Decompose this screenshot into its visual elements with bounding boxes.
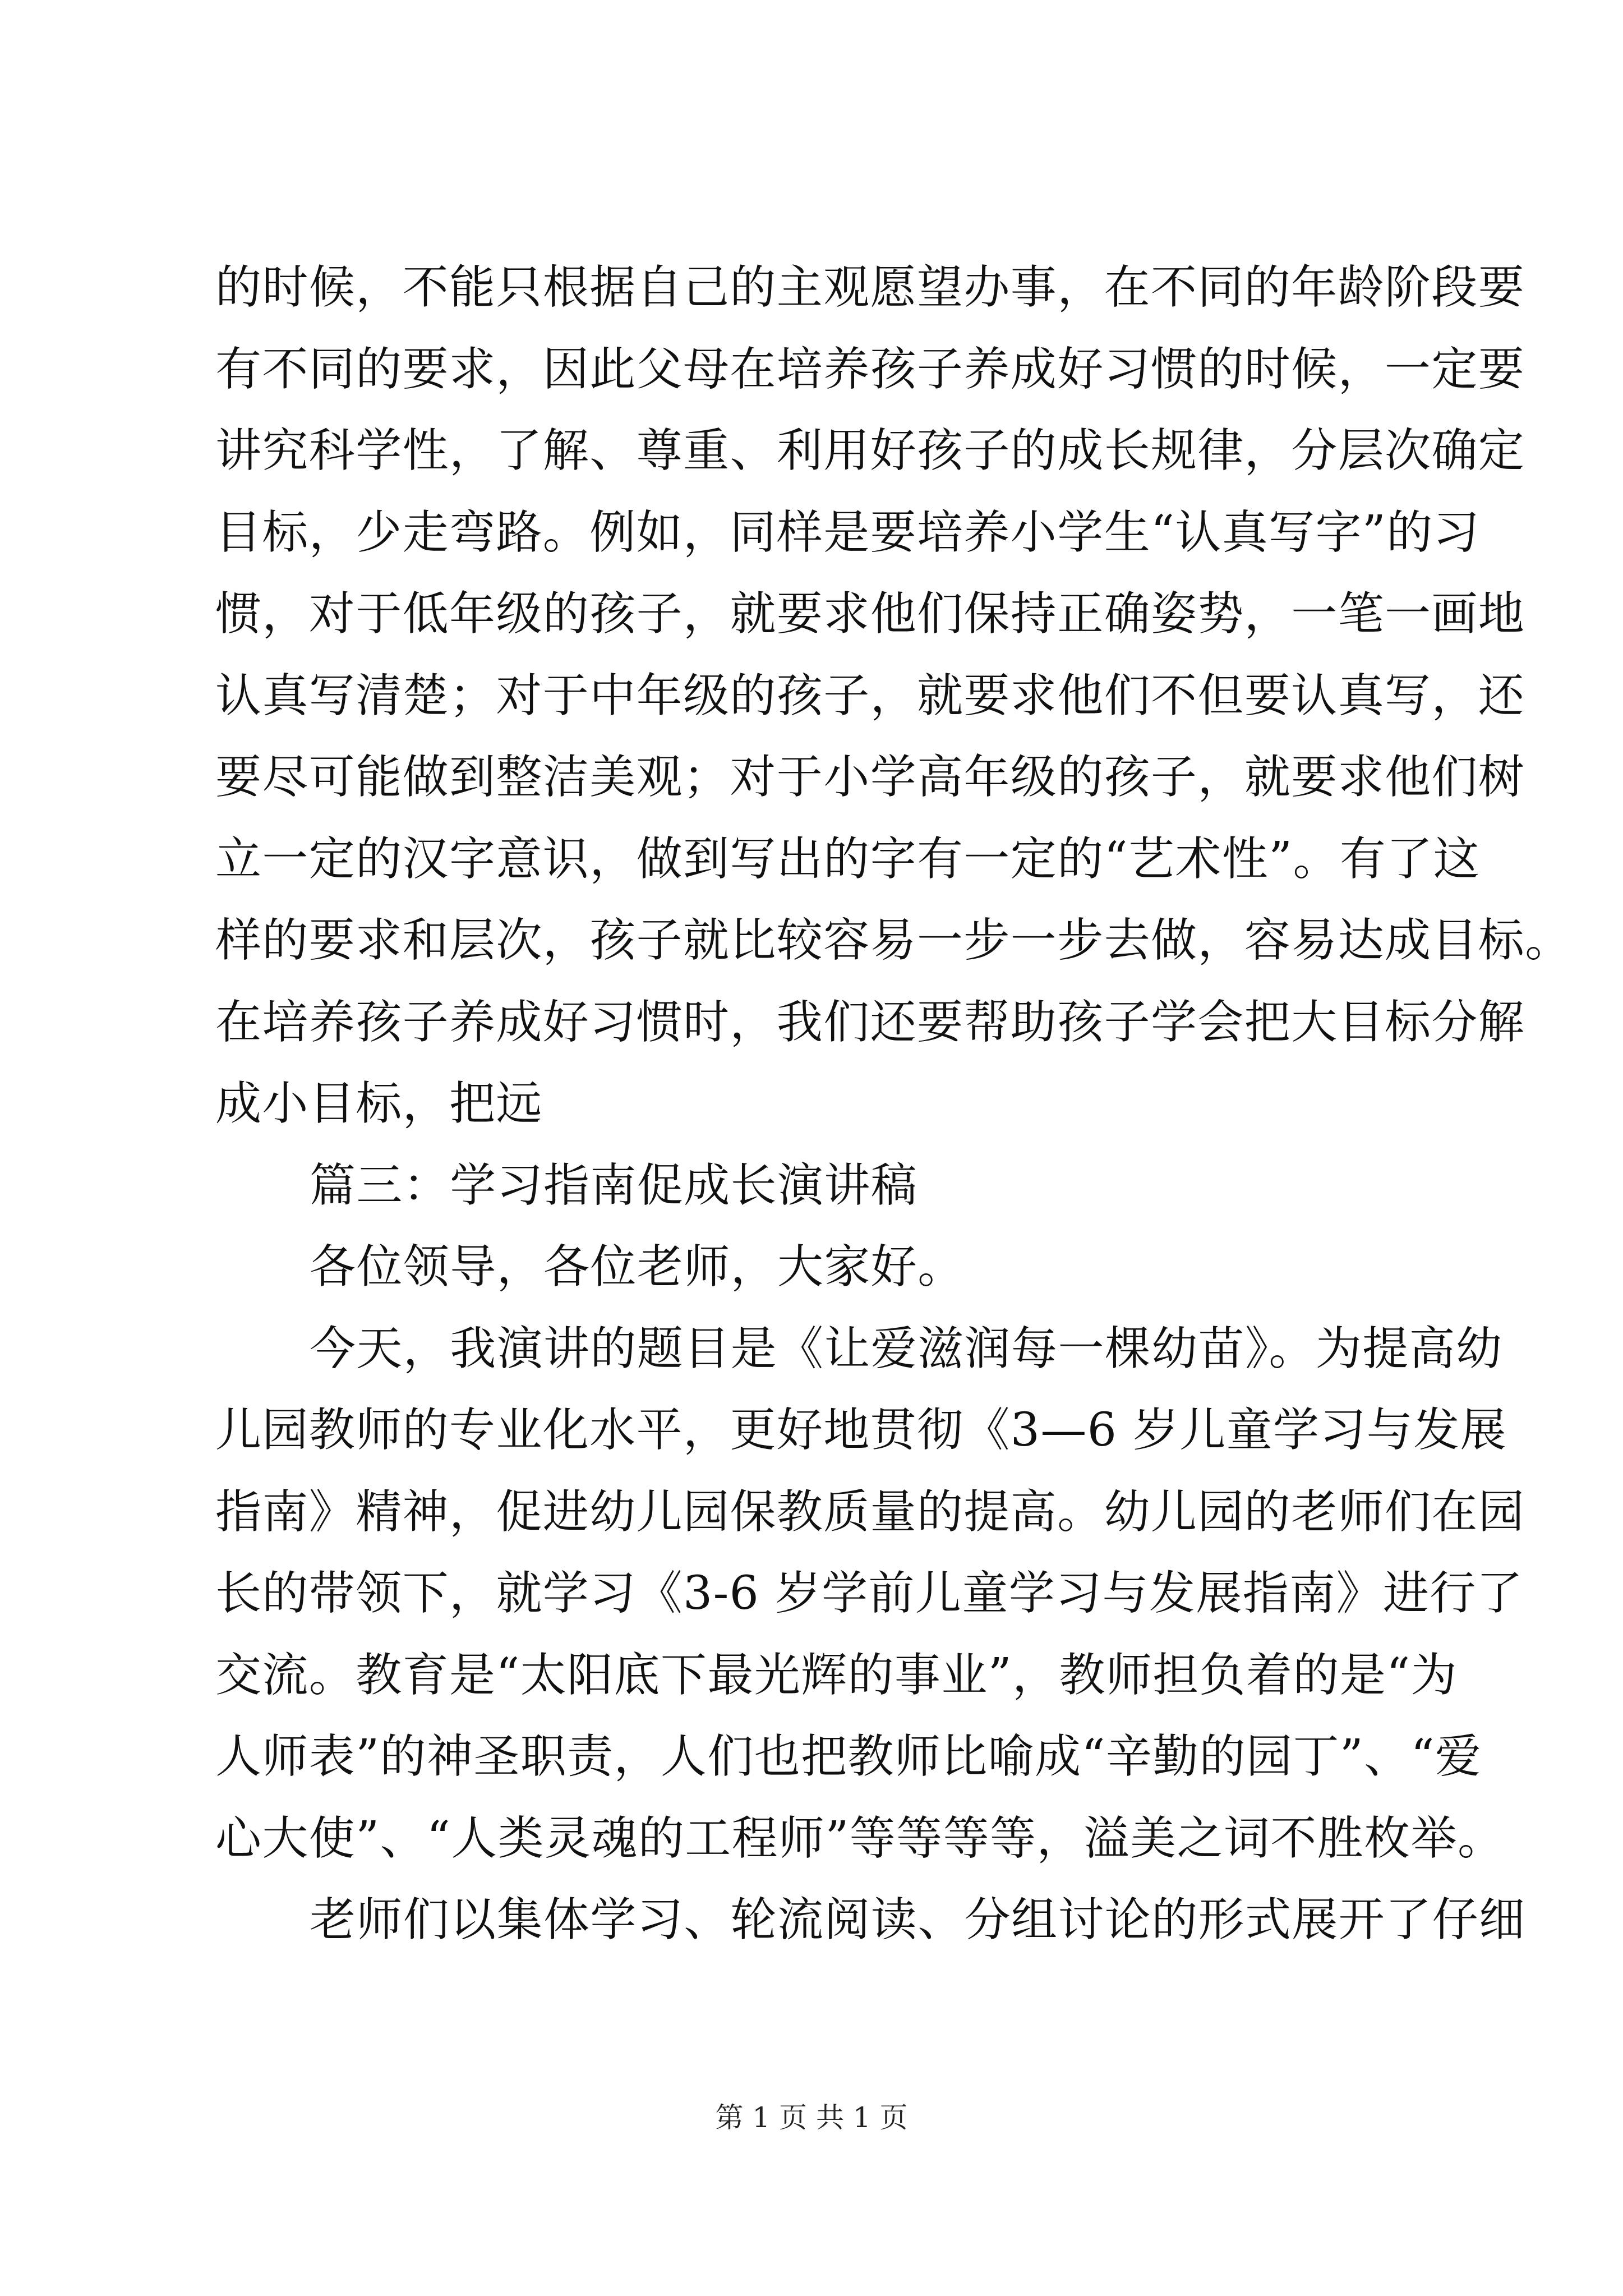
text-line: 长的带领下，就学习《3-6 岁学前儿童学习与发展指南》进行了 (215, 1567, 1524, 1620)
text-line: 各位领导，各位老师，大家好。 (310, 1240, 965, 1294)
text-line: 老师们以集体学习、轮流阅读、分组讨论的形式展开了仔细 (310, 1893, 1526, 1947)
text-line: 成小目标，把远 (215, 1077, 543, 1130)
text-line: 交流。教育是“太阳底下最光辉的事业”，教师担负着的是“为 (215, 1648, 1458, 1702)
text-line: 讲究科学性，了解、尊重、利用好孩子的成长规律，分层次确定 (215, 424, 1525, 477)
text-line: 人师表”的神圣职责，人们也把教师比喻成“辛勤的园丁”、“爱 (215, 1730, 1482, 1783)
text-line: 的时候，不能只根据自己的主观愿望办事，在不同的年龄阶段要 (215, 261, 1525, 314)
text-line: 样的要求和层次，孩子就比较容易一步一步去做，容易达成目标。 (215, 914, 1572, 967)
text-line: 认真写清楚；对于中年级的孩子，就要求他们不但要认真写，还 (215, 669, 1525, 723)
text-line: 在培养孩子养成好习惯时，我们还要帮助孩子学会把大目标分解 (215, 995, 1525, 1049)
text-line: 目标，少走弯路。例如，同样是要培养小学生“认真写字”的习 (215, 505, 1481, 559)
text-line: 今天，我演讲的题目是《让爱滋润每一棵幼苗》。为提高幼 (310, 1322, 1503, 1375)
document-body (215, 247, 1572, 1961)
text-line: 立一定的汉字意识，做到写出的字有一定的“艺术性”。有了这 (215, 832, 1481, 886)
page-footer: 第 1 页 共 1 页 (715, 2101, 908, 2134)
text-line: 要尽可能做到整洁美观；对于小学高年级的孩子，就要求他们树 (215, 751, 1525, 804)
text-line: 指南》精神，促进幼儿园保教质量的提高。幼儿园的老师们在园 (215, 1485, 1525, 1539)
text-line: 有不同的要求，因此父母在培养孩子养成好习惯的时候，一定要 (215, 342, 1525, 396)
text-line: 篇三：学习指南促成长演讲稿 (310, 1158, 918, 1212)
text-line: 心大使”、“人类灵魂的工程师”等等等等，溢美之词不胜枚举。 (215, 1811, 1505, 1865)
text-line: 惯，对于低年级的孩子，就要求他们保持正确姿势，一笔一画地 (215, 587, 1525, 641)
text-line: 儿园教师的专业化水平，更好地贯彻《3—6 岁儿童学习与发展 (215, 1404, 1507, 1457)
